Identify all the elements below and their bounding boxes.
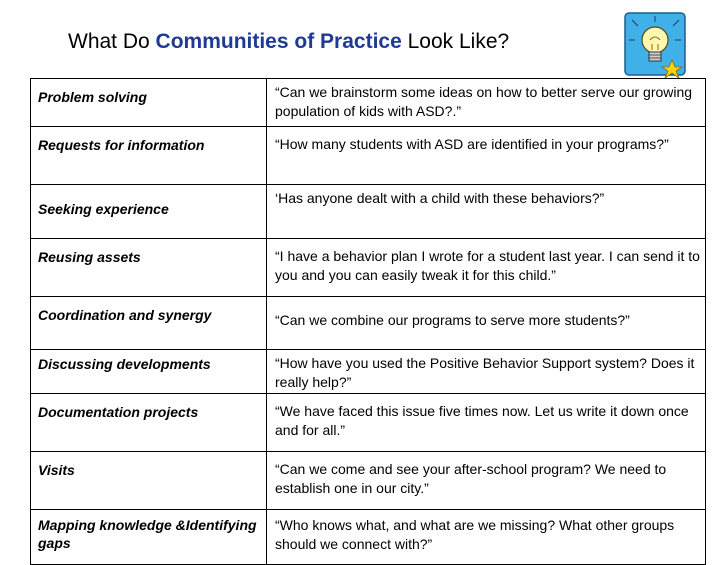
table-row xyxy=(31,452,706,510)
row-label: Visits xyxy=(31,452,267,510)
table-row xyxy=(31,350,706,394)
communities-table xyxy=(30,78,706,565)
title-highlight: Communities of Practice xyxy=(155,30,402,53)
table-row xyxy=(31,127,706,185)
table-row xyxy=(31,394,706,452)
row-label: Documentation projects xyxy=(31,394,267,452)
row-label: Requests for information xyxy=(31,127,267,185)
row-quote: “Who knows what, and what are we missing? What other groups should we connect with?” xyxy=(267,510,706,565)
row-quote: “Can we combine our programs to serve more students?” xyxy=(267,297,706,350)
page-title xyxy=(68,30,509,54)
row-quote: “Can we come and see your after-school program? We need to establish one in our city.” xyxy=(267,452,706,510)
row-quote: ‘Has anyone dealt with a child with these behaviors?” xyxy=(267,185,706,239)
row-quote: “We have faced this issue five times now. Let us write it down once and for all.” xyxy=(267,394,706,452)
table-row xyxy=(31,239,706,297)
row-quote: “How many students with ASD are identified in your programs?” xyxy=(267,127,706,185)
row-label: Seeking experience xyxy=(31,185,267,239)
title-prefix: What Do xyxy=(68,30,156,53)
row-quote: “I have a behavior plan I wrote for a student last year. I can send it to you and you can easily tweak it for this child.” xyxy=(267,239,706,297)
light-bulb-idea-icon xyxy=(622,10,692,82)
table-row xyxy=(31,185,706,239)
row-label: Mapping knowledge &Identifying gaps xyxy=(31,510,267,565)
row-quote: “How have you used the Positive Behavior Support system? Does it really help?” xyxy=(267,350,706,394)
title-suffix: Look Like? xyxy=(401,30,510,53)
row-quote: “Can we brainstorm some ideas on how to better serve our growing population of kids with ASD?.” xyxy=(267,79,706,127)
table-row xyxy=(31,297,706,350)
row-label: Reusing assets xyxy=(31,239,267,297)
row-label: Coordination and synergy xyxy=(31,297,267,350)
table-row xyxy=(31,79,706,127)
row-label: Discussing developments xyxy=(31,350,267,394)
table-row xyxy=(31,510,706,565)
row-label: Problem solving xyxy=(31,79,267,127)
